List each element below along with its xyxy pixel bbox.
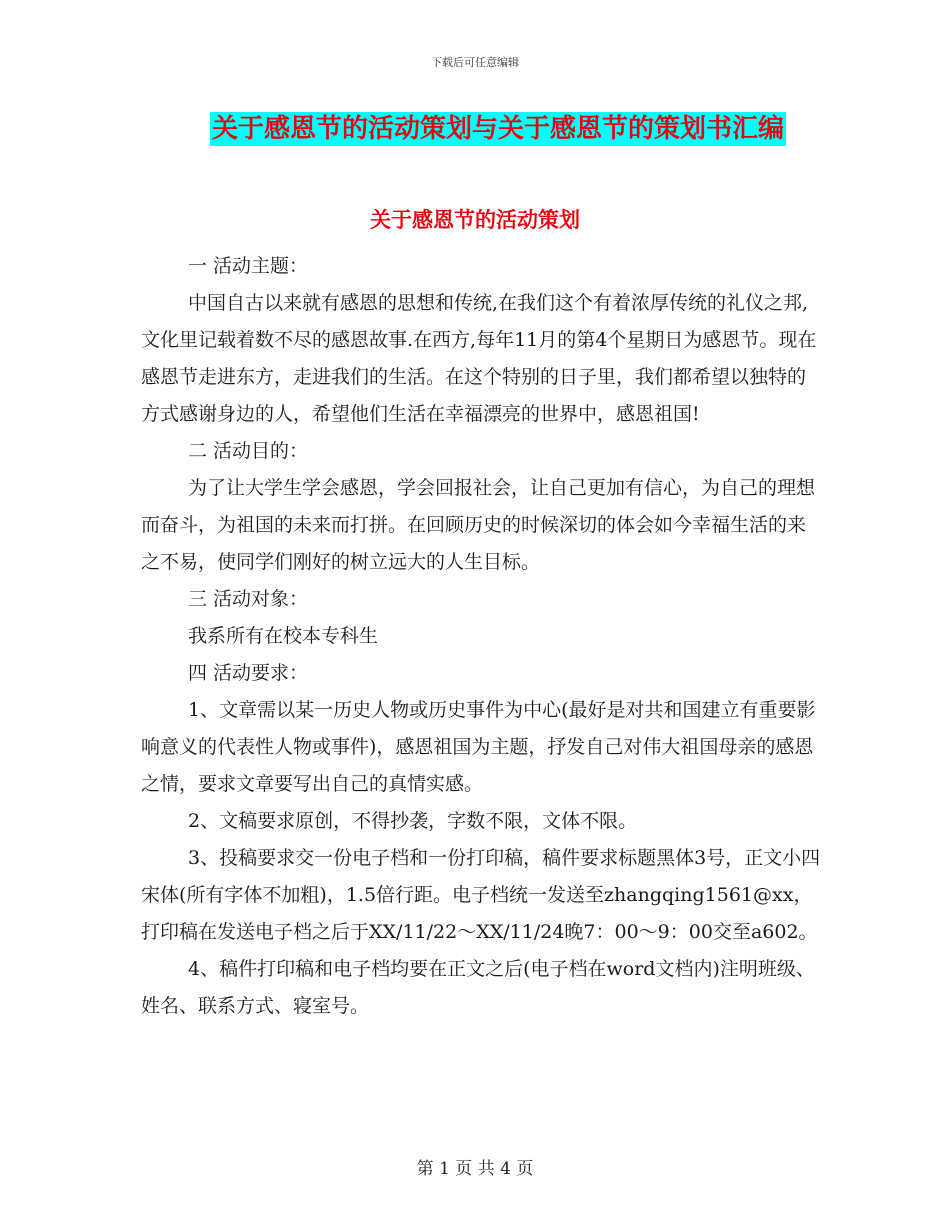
paragraph-purpose: 为了让大学生学会感恩，学会回报社会，让自己更加有信心，为自己的理想而奋斗，为祖国的未来而打拼。在回顾历史的时候深切的体会如今幸福生活的来之不易，使同学们刚好的树立远大的人生目标。 [141, 477, 816, 573]
paragraph-audience: 我系所有在校本专科生 [188, 625, 379, 647]
document-main-title: 关于感恩节的活动策划与关于感恩节的策划书汇编 [211, 114, 784, 144]
section-heading-theme: 一 活动主题： [188, 255, 309, 277]
section-heading-requirements: 四 活动要求： [188, 662, 309, 684]
page-footer: 第 1 页 共 4 页 [416, 1159, 534, 1179]
page-header-note: 下载后可任意编辑 [431, 56, 519, 69]
requirement-item: 3、投稿要求交一份电子档和一份打印稿，稿件要求标题黑体3号，正文小四宋体(所有字体不加粗)，1.5倍行距。电子档统一发送至zhangqing1561@xx，打印稿在发送电子档之后于XX/11/22～XX/11/24晚7：00～9：00交至a602。 [141, 847, 821, 943]
requirement-item: 2、文稿要求原创，不得抄袭，字数不限，文体不限。 [188, 810, 638, 832]
paragraph-theme: 中国自古以来就有感恩的思想和传统,在我们这个有着浓厚传统的礼仪之邦,文化里记载着数不尽的感恩故事.在西方,每年11月的第4个星期日为感恩节。现在感恩节走进东方，走进我们的生活。在这个特别的日子里，我们都希望以独特的方式感谢身边的人，希望他们生活在幸福漂亮的世界中，感恩祖国! [141, 292, 817, 425]
requirement-item: 4、稿件打印稿和电子档均要在正文之后(电子档在word文档内)注明班级、姓名、联系方式、寝室号。 [141, 958, 815, 1017]
requirement-item: 1、文章需以某一历史人物或历史事件为中心(最好是对共和国建立有重要影响意义的代表性人物或事件)，感恩祖国为主题，抒发自己对伟大祖国母亲的感恩之情，要求文章要写出自己的真情实感。 [141, 699, 816, 795]
section-title: 关于感恩节的活动策划 [370, 208, 580, 232]
document-body [141, 248, 821, 1025]
section-heading-audience: 三 活动对象： [188, 588, 309, 610]
main-title-container [0, 112, 950, 146]
section-heading-purpose: 二 活动目的： [188, 440, 309, 462]
